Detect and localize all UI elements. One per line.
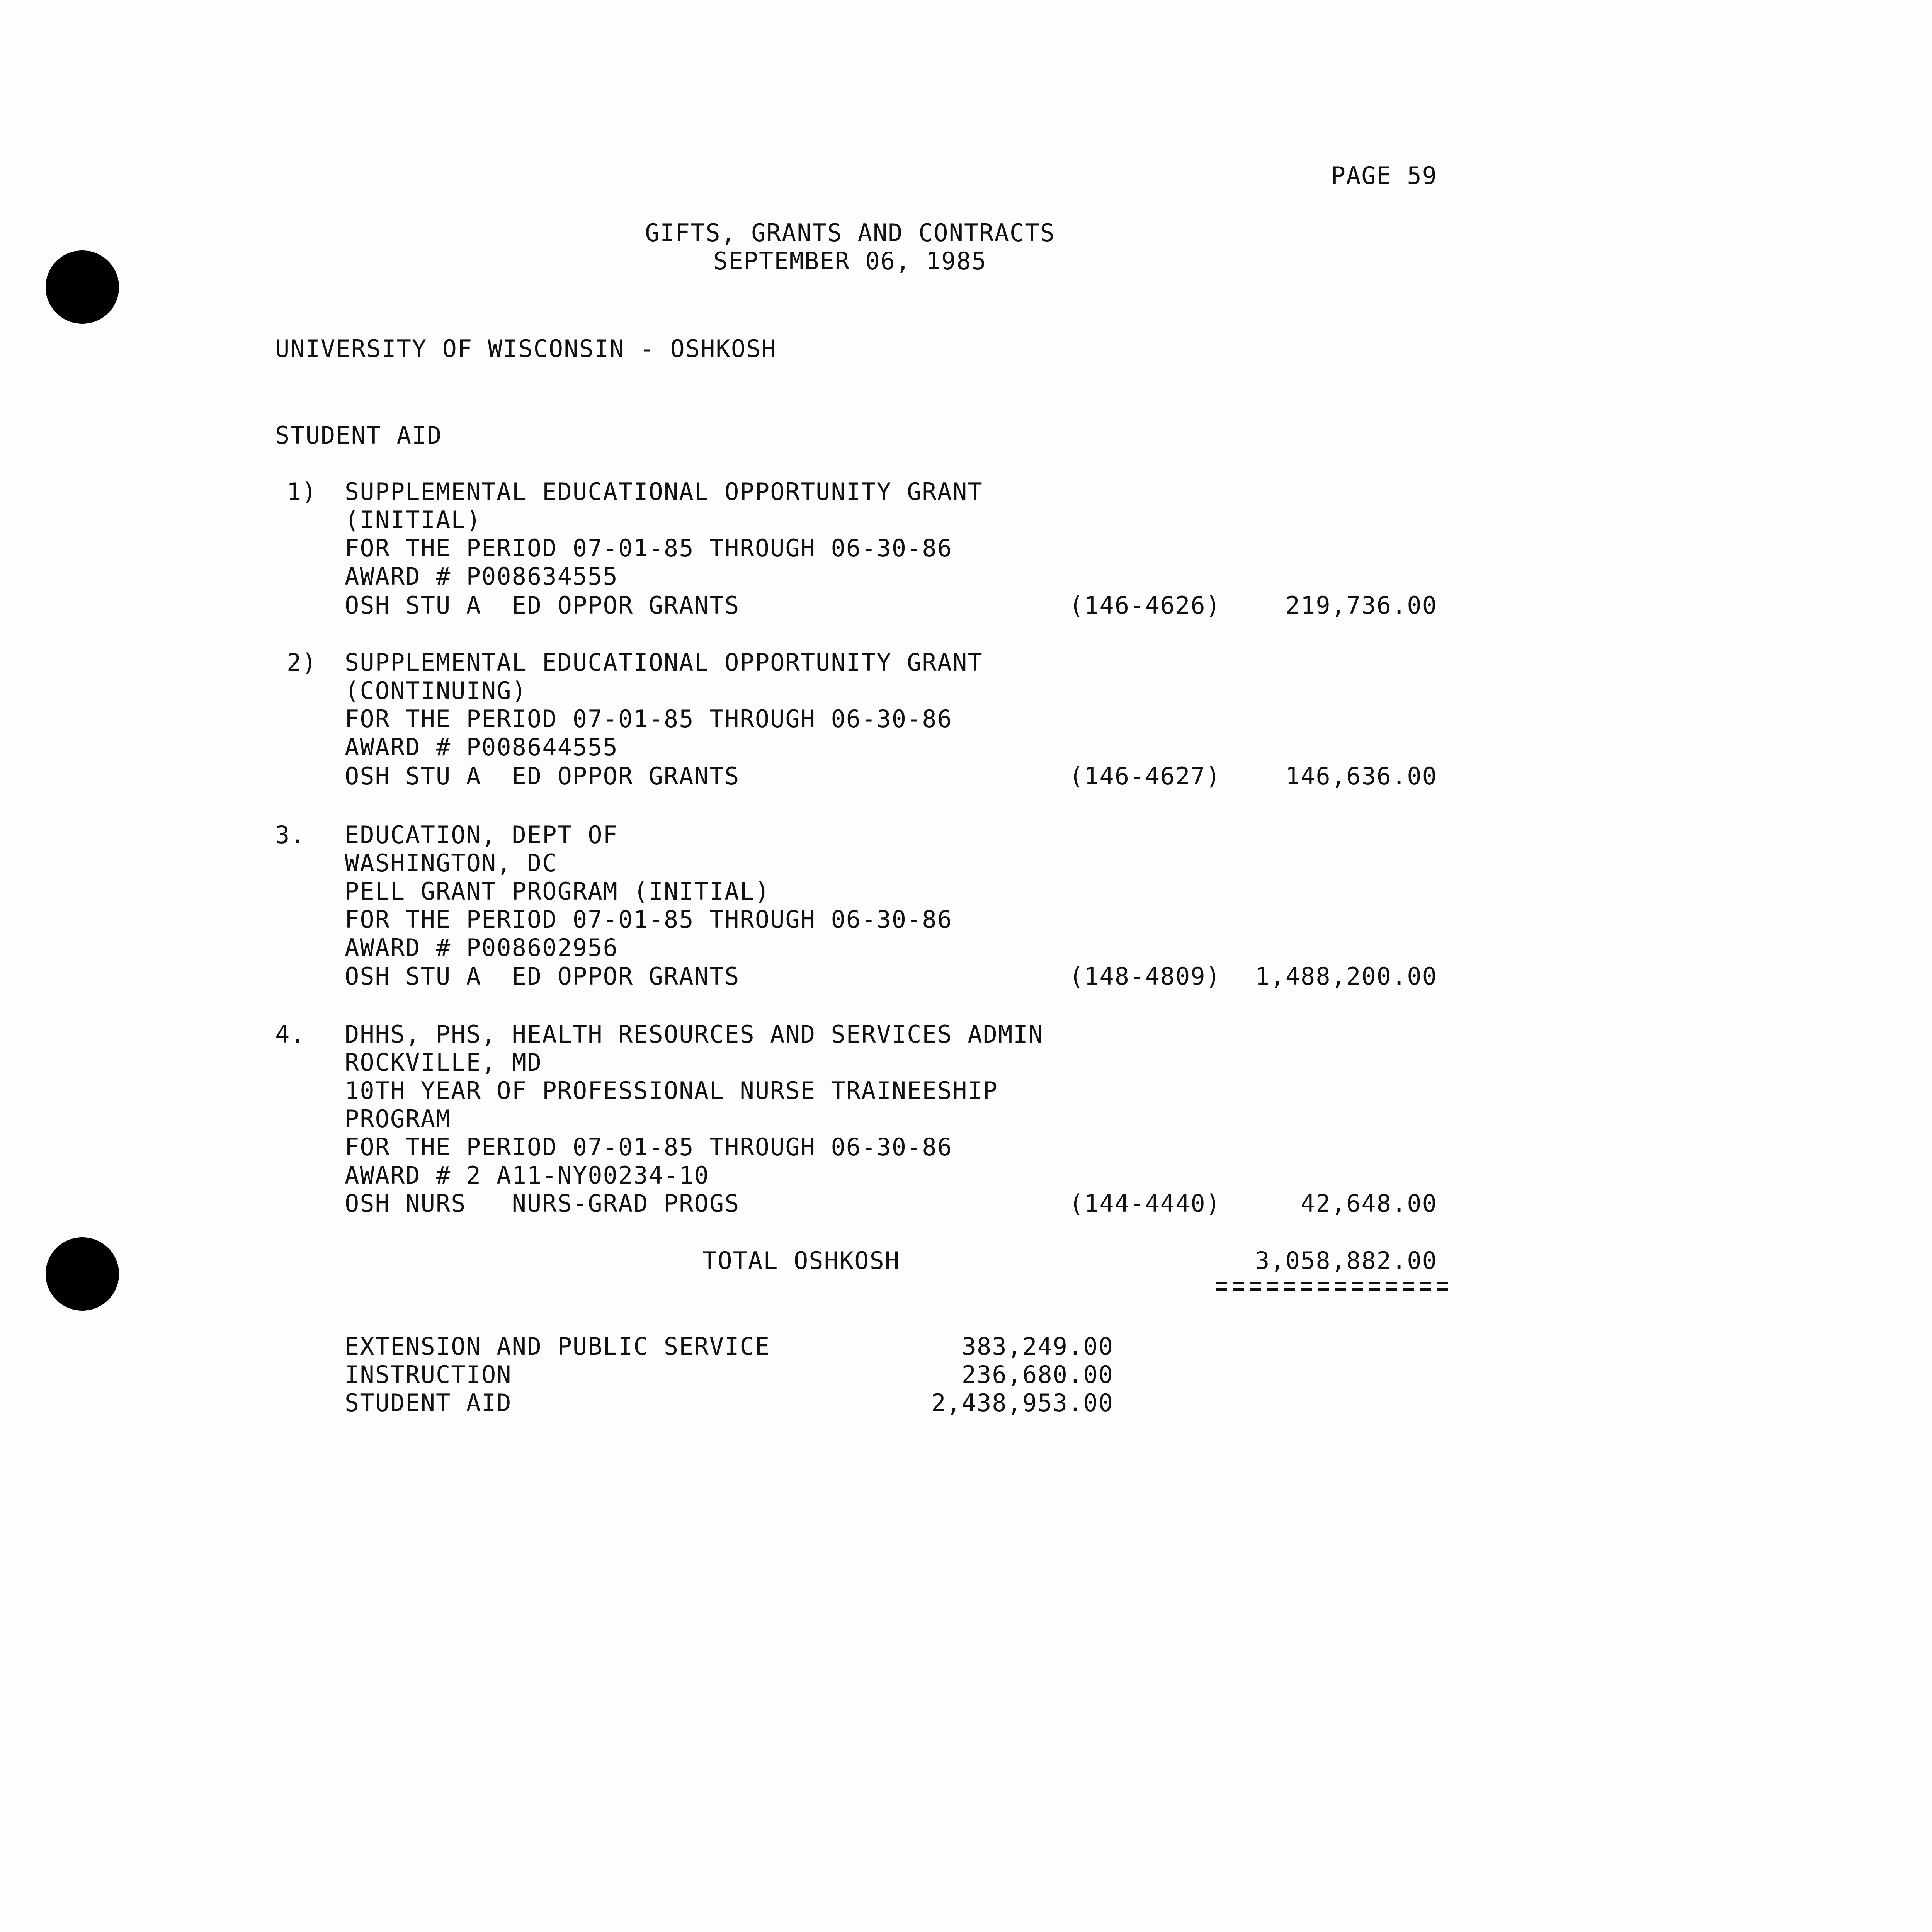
item-number: 3.: [275, 821, 306, 849]
account-code: (146-4626): [1069, 591, 1221, 619]
item-line: OSH STU A ED OPPOR GRANTS: [345, 591, 740, 619]
document-date: SEPTEMBER 06, 1985: [713, 247, 987, 275]
item-line: SUPPLEMENTAL EDUCATIONAL OPPORTUNITY GRANT: [345, 478, 983, 506]
item-amount: 42,648.00: [1301, 1189, 1437, 1218]
item-line: AWARD # 2 A11-NY00234-10: [345, 1161, 709, 1189]
institution-heading: UNIVERSITY OF WISCONSIN - OSHKOSH: [275, 335, 777, 363]
item-line: OSH STU A ED OPPOR GRANTS: [345, 762, 740, 790]
item-line: PROGRAM: [345, 1105, 451, 1133]
account-code: (148-4809): [1069, 962, 1221, 990]
item-line: AWARD # P008602956: [345, 934, 618, 962]
item-line: (CONTINUING): [345, 677, 527, 705]
item-line: SUPPLEMENTAL EDUCATIONAL OPPORTUNITY GRANT: [345, 648, 983, 677]
summary-amount: 383,249.00: [961, 1332, 1114, 1361]
item-line: DHHS, PHS, HEALTH RESOURCES AND SERVICES ADMIN: [345, 1020, 1044, 1048]
item-line: AWARD # P008634555: [345, 562, 618, 590]
item-line: PELL GRANT PROGRAM (INITIAL): [345, 877, 770, 905]
item-amount: 1,488,200.00: [1255, 962, 1437, 990]
punch-hole-top: [46, 250, 119, 324]
item-line: (INITIAL): [345, 506, 481, 534]
account-code: (144-4440): [1069, 1189, 1221, 1218]
item-line: FOR THE PERIOD 07-01-85 THROUGH 06-30-86: [345, 534, 953, 562]
punch-hole-middle: [46, 1237, 119, 1311]
item-line: EDUCATION, DEPT OF: [345, 821, 618, 849]
item-line: AWARD # P008644555: [345, 733, 618, 761]
total-amount: 3,058,882.00: [1255, 1247, 1437, 1275]
summary-amount: 2,438,953.00: [931, 1389, 1114, 1417]
total-label: TOTAL OSHKOSH: [702, 1247, 900, 1275]
item-line: FOR THE PERIOD 07-01-85 THROUGH 06-30-86: [345, 705, 953, 733]
item-amount: 219,736.00: [1285, 591, 1437, 619]
item-number: 1): [287, 478, 317, 506]
account-code: (146-4627): [1069, 762, 1221, 790]
summary-label: INSTRUCTION: [345, 1361, 512, 1389]
summary-label: EXTENSION AND PUBLIC SERVICE: [345, 1332, 770, 1361]
item-line: OSH NURS NURS-GRAD PROGS: [345, 1189, 740, 1218]
item-line: FOR THE PERIOD 07-01-85 THROUGH 06-30-86: [345, 1133, 953, 1161]
summary-amount: 236,680.00: [961, 1361, 1114, 1389]
item-amount: 146,636.00: [1285, 762, 1437, 790]
document-title: GIFTS, GRANTS AND CONTRACTS: [645, 219, 1055, 247]
item-number: 2): [287, 648, 317, 677]
page-number: PAGE 59: [1331, 162, 1437, 190]
total-double-rule: [1216, 1282, 1452, 1291]
item-number: 4.: [275, 1020, 306, 1048]
summary-label: STUDENT AID: [345, 1389, 512, 1417]
item-line: FOR THE PERIOD 07-01-85 THROUGH 06-30-86: [345, 905, 953, 934]
item-line: 10TH YEAR OF PROFESSIONAL NURSE TRAINEESHIP: [345, 1077, 998, 1105]
item-line: WASHINGTON, DC: [345, 849, 558, 877]
item-line: ROCKVILLE, MD: [345, 1048, 543, 1077]
item-line: OSH STU A ED OPPOR GRANTS: [345, 962, 740, 990]
section-heading: STUDENT AID: [275, 421, 442, 449]
